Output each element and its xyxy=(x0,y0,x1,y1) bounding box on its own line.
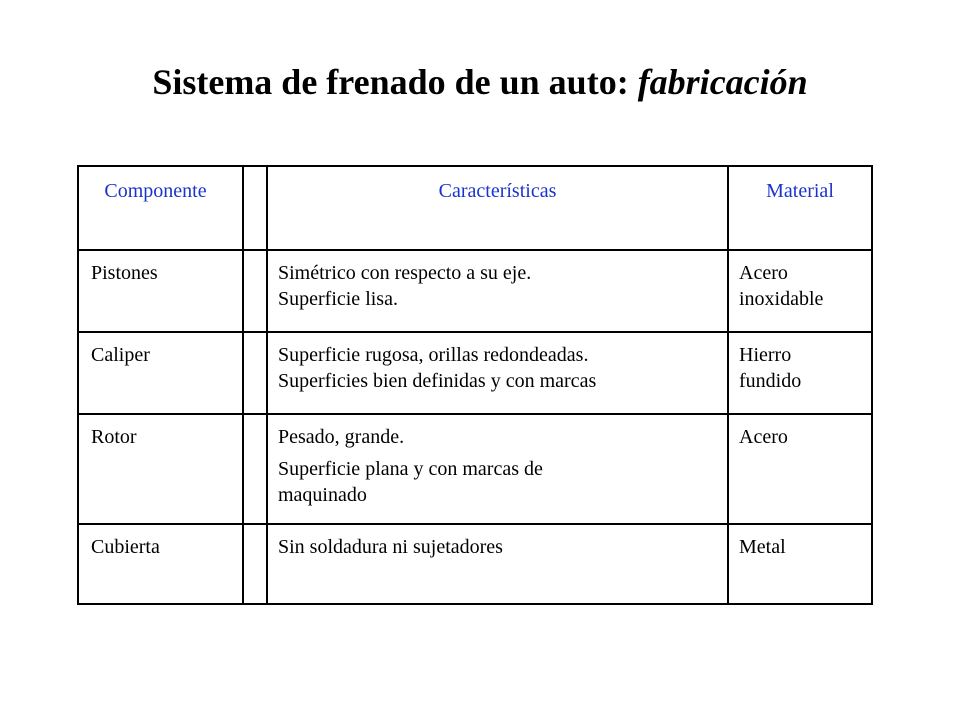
caracteristicas-line: Superficie lisa. xyxy=(278,288,398,310)
material-line: inoxidable xyxy=(739,288,824,310)
spacer-cell xyxy=(243,250,267,332)
cell-componente xyxy=(78,524,243,604)
table-row xyxy=(78,524,872,604)
material-line: Acero xyxy=(739,262,788,284)
cell-componente xyxy=(78,250,243,332)
header-cell-componente xyxy=(78,166,243,250)
spacer-cell xyxy=(243,166,267,250)
spacer-cell xyxy=(243,414,267,524)
componente-text: Cubierta xyxy=(91,536,160,558)
header-cell-caracteristicas xyxy=(267,166,728,250)
caracteristicas-line: maquinado xyxy=(278,484,367,506)
table-header-row xyxy=(78,166,872,250)
componente-text: Pistones xyxy=(91,262,158,284)
cell-componente xyxy=(78,332,243,414)
header-componente: Componente xyxy=(104,180,207,202)
slide-title-italic: fabricación xyxy=(637,62,808,102)
cell-material xyxy=(728,250,872,332)
table-row xyxy=(78,332,872,414)
spacer-cell xyxy=(243,524,267,604)
caracteristicas-line: Simétrico con respecto a su eje. xyxy=(278,262,532,284)
cell-material xyxy=(728,524,872,604)
table-row xyxy=(78,414,872,524)
table-row xyxy=(78,250,872,332)
componente-text: Caliper xyxy=(91,344,150,366)
caracteristicas-line: Pesado, grande. xyxy=(278,426,405,448)
cell-caracteristicas xyxy=(267,250,728,332)
slide-title-main: Sistema de frenado de un auto: xyxy=(152,62,638,102)
slide-title xyxy=(0,60,960,104)
cell-componente xyxy=(78,414,243,524)
header-caracteristicas: Características xyxy=(438,180,557,202)
caracteristicas-line: Superficies bien definidas y con marcas xyxy=(278,370,597,392)
material-line: Acero xyxy=(739,426,788,448)
caracteristicas-line: Superficie rugosa, orillas redondeadas. xyxy=(278,344,589,366)
cell-material xyxy=(728,414,872,524)
header-material: Material xyxy=(766,180,834,202)
spacer-cell xyxy=(243,332,267,414)
cell-material xyxy=(728,332,872,414)
components-table xyxy=(77,165,873,605)
caracteristicas-line: Superficie plana y con marcas de xyxy=(278,458,543,480)
header-cell-material xyxy=(728,166,872,250)
cell-caracteristicas xyxy=(267,332,728,414)
material-line: fundido xyxy=(739,370,802,392)
cell-caracteristicas xyxy=(267,524,728,604)
cell-caracteristicas xyxy=(267,414,728,524)
material-line: Metal xyxy=(739,536,786,558)
material-line: Hierro xyxy=(739,344,792,366)
componente-text: Rotor xyxy=(91,426,137,448)
caracteristicas-line: Sin soldadura ni sujetadores xyxy=(278,536,503,558)
